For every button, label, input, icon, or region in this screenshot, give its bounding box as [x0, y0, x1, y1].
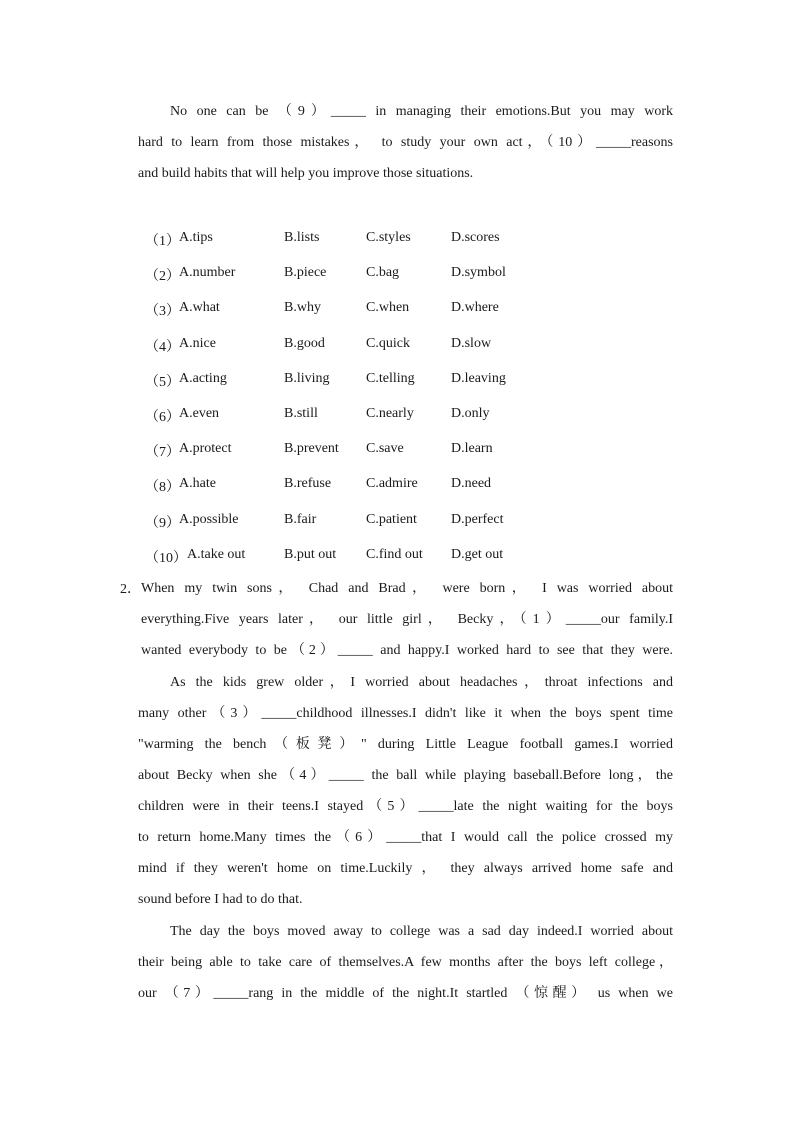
- answer-options: [145, 224, 545, 576]
- option-row: [145, 330, 545, 365]
- text-line: about Becky when she（4）_____ the ball while playing baseball.Before long，the: [138, 768, 673, 783]
- option-row: [145, 259, 545, 294]
- text-line: and build habits that will help you improve those situations.: [138, 166, 474, 181]
- question2-paragraph-1: [141, 573, 673, 666]
- text-line: As the kids grew older，I worried about headaches，throat infections and: [170, 675, 673, 690]
- option-number: （2）: [145, 269, 180, 285]
- option-row: [145, 435, 545, 470]
- option-row: [145, 224, 545, 259]
- option-d: D.where: [451, 300, 499, 316]
- option-b: B.refuse: [284, 476, 332, 492]
- option-c: C.when: [366, 300, 410, 316]
- option-b: B.piece: [284, 265, 327, 281]
- option-d: D.scores: [451, 230, 500, 245]
- option-row: [145, 470, 545, 505]
- option-a: A.number: [179, 265, 236, 281]
- option-d: D.symbol: [451, 265, 506, 281]
- option-c: C.patient: [366, 511, 417, 527]
- text-line: children were in their teens.I stayed（5）_____late the night waiting for the boys: [138, 799, 673, 814]
- option-b: B.prevent: [284, 441, 339, 457]
- option-a: A.what: [179, 300, 220, 316]
- text-line: their being able to take care of themselves.A few months after the boys left college，: [138, 955, 673, 970]
- passage1-paragraph: [138, 96, 673, 189]
- option-row: [145, 365, 545, 400]
- option-number: （9）: [145, 515, 180, 531]
- question2-paragraph-2: [138, 667, 673, 915]
- option-a: A.possible: [179, 511, 239, 527]
- option-a: A.acting: [179, 370, 227, 386]
- option-b: B.why: [284, 300, 321, 316]
- option-c: C.styles: [366, 230, 411, 245]
- option-number: （3）: [145, 304, 180, 320]
- option-number: （4）: [145, 339, 180, 355]
- option-c: C.bag: [366, 265, 400, 281]
- option-d: D.get out: [451, 546, 504, 562]
- text-line: When my twin sons， Chad and Brad， were born， I was worried about: [141, 581, 673, 596]
- option-number: （5）: [145, 374, 180, 390]
- option-a: A.even: [179, 405, 220, 421]
- option-a: A.take out: [187, 546, 246, 562]
- option-d: D.need: [451, 476, 492, 492]
- option-b: B.living: [284, 370, 330, 386]
- option-row: [145, 541, 545, 576]
- text-line: sound before I had to do that.: [138, 892, 303, 907]
- option-b: B.lists: [284, 230, 320, 245]
- option-c: C.find out: [366, 546, 423, 562]
- option-c: C.admire: [366, 476, 418, 492]
- option-d: D.only: [451, 405, 490, 421]
- option-number: （7）: [145, 445, 180, 461]
- option-row: [145, 506, 545, 541]
- option-d: D.leaving: [451, 370, 506, 386]
- text-line: wanted everybody to be（2）_____ and happy.I worked hard to see that they were.: [141, 643, 673, 658]
- option-number: （6）: [145, 409, 180, 425]
- option-d: D.learn: [451, 441, 493, 457]
- option-b: B.put out: [284, 546, 337, 562]
- option-a: A.protect: [179, 441, 232, 457]
- option-d: D.perfect: [451, 511, 504, 527]
- option-b: B.fair: [284, 511, 317, 527]
- option-c: C.quick: [366, 335, 410, 351]
- question2-paragraph-3: [138, 916, 673, 1009]
- option-a: A.hate: [179, 476, 216, 492]
- option-b: B.good: [284, 335, 325, 351]
- option-number: （1）: [145, 234, 180, 249]
- text-line: many other（3）_____childhood illnesses.I didn't like it when the boys spent time: [138, 706, 673, 721]
- text-line: The day the boys moved away to college was a sad day indeed.I worried about: [170, 924, 673, 939]
- option-d: D.slow: [451, 335, 492, 351]
- text-line: to return home.Many times the（6）_____that I would call the police crossed my: [138, 830, 673, 845]
- option-b: B.still: [284, 405, 318, 421]
- option-a: A.tips: [179, 230, 213, 245]
- text-line: No one can be （9）_____ in managing their emotions.But you may work: [170, 104, 673, 119]
- option-c: C.save: [366, 441, 404, 457]
- text-line: everything.Five years later， our little girl， Becky，（1）_____our family.I: [141, 612, 673, 627]
- option-row: [145, 400, 545, 435]
- option-number: （10）: [145, 550, 187, 566]
- option-c: C.telling: [366, 370, 415, 386]
- option-row: [145, 294, 545, 329]
- text-line: "warming the bench（板凳）" during Little League football games.I worried: [138, 737, 673, 752]
- option-c: C.nearly: [366, 405, 414, 421]
- text-line: mind if they weren't home on time.Luckily ， they always arrived home safe and: [138, 861, 673, 876]
- question-number: 2．: [120, 582, 141, 597]
- text-line: our （7）_____rang in the middle of the night.It startled （惊醒） us when we: [138, 986, 673, 1001]
- text-line: hard to learn from those mistakes， to study your own act，（10）_____reasons: [138, 135, 673, 150]
- option-a: A.nice: [179, 335, 216, 351]
- option-number: （8）: [145, 480, 180, 496]
